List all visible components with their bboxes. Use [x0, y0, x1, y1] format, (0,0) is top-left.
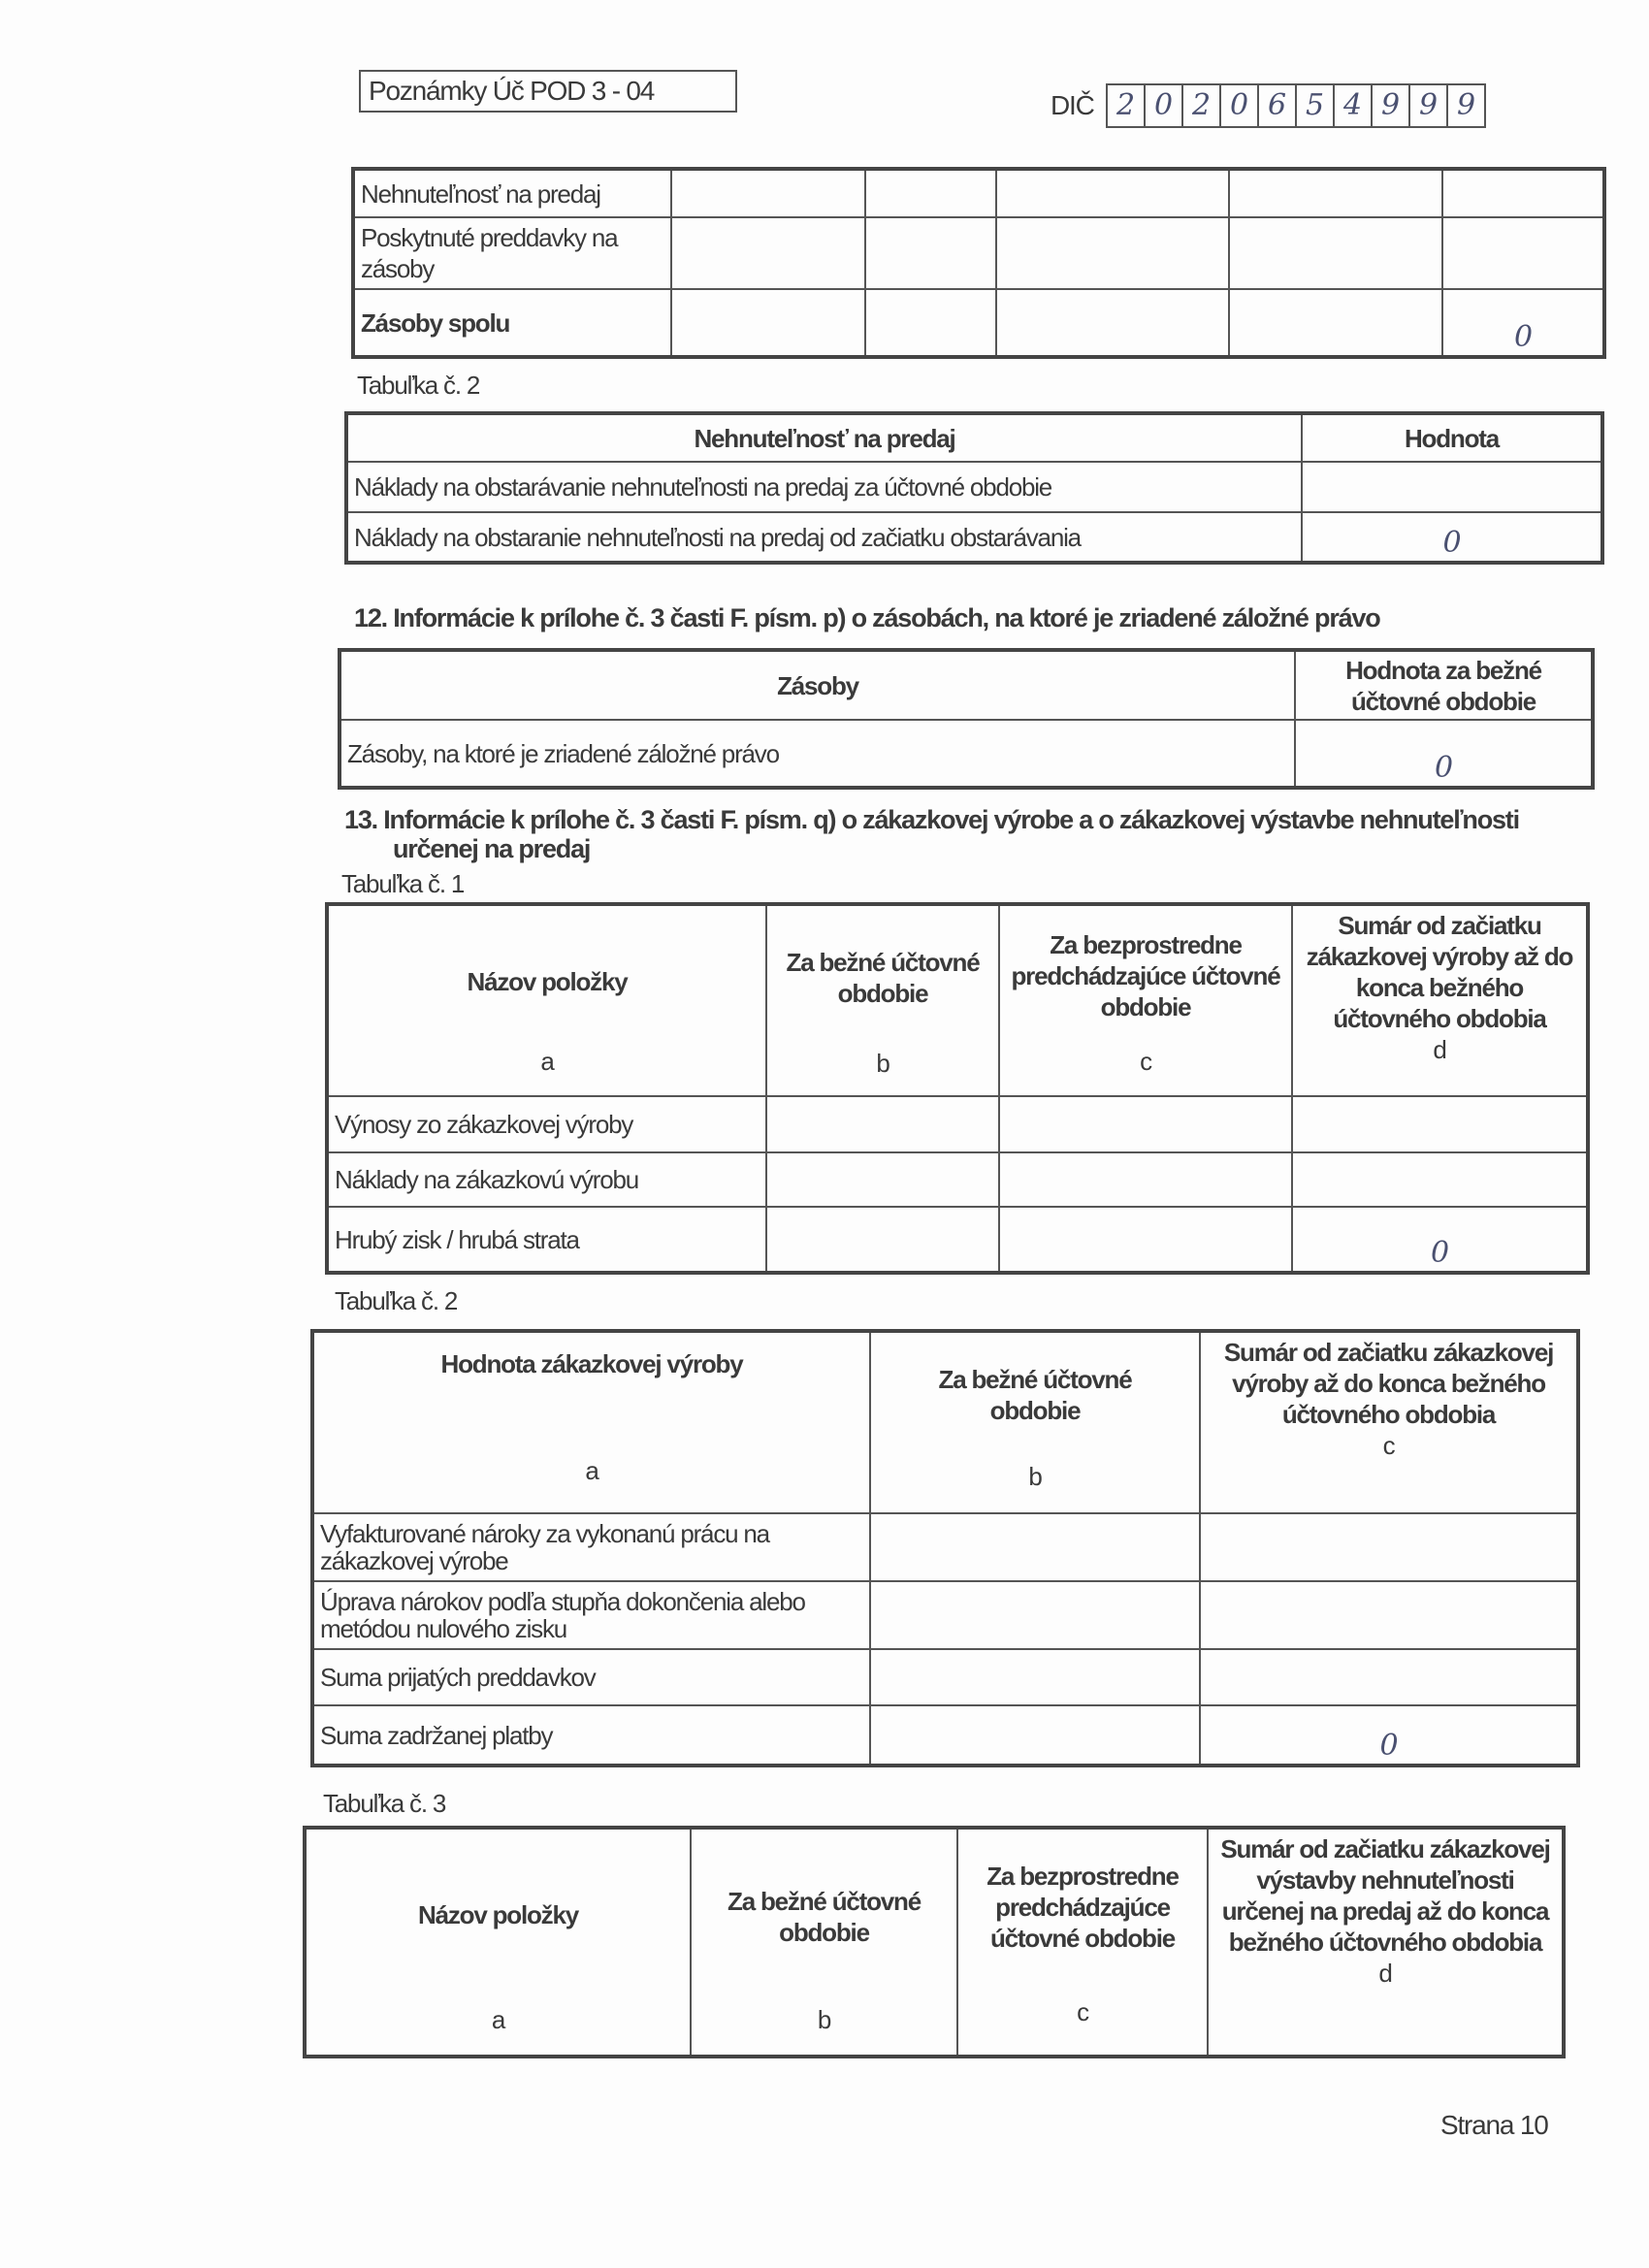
pledged-inventory-table [338, 648, 1595, 790]
table-caption: Tabuľka č. 1 [341, 869, 465, 898]
cell[interactable] [671, 217, 865, 289]
cell[interactable] [766, 1207, 999, 1273]
cell[interactable] [1442, 169, 1604, 217]
value[interactable]: 0 [1302, 512, 1602, 563]
cell[interactable] [1200, 1513, 1578, 1581]
form-title: Poznámky Úč POD 3 - 04 [369, 76, 655, 106]
table-caption: Tabuľka č. 2 [335, 1286, 458, 1315]
row-label: Úprava nárokov podľa stupňa dokončenia alebo metódou nulového zisku [312, 1581, 870, 1649]
cell[interactable] [1229, 169, 1442, 217]
cell[interactable] [1292, 1096, 1588, 1152]
dic-digit: 0 [1221, 85, 1259, 126]
value[interactable]: 0 [1200, 1705, 1578, 1766]
value[interactable]: 0 [1292, 1207, 1588, 1273]
cell[interactable] [996, 289, 1229, 357]
col-header: Za bežné účtovné obdobie b [870, 1331, 1200, 1513]
row-label: Náklady na obstaranie nehnuteľnosti na predaj od začiatku obstarávania [346, 512, 1302, 563]
cell[interactable] [766, 1152, 999, 1207]
row-label: Náklady na obstarávanie nehnuteľnosti na predaj za účtovné obdobie [346, 462, 1302, 512]
heading-line: 13. Informácie k prílohe č. 3 časti F. písm. q) o zákazkovej výrobe a o zákazkovej výstavbe nehnuteľnosti [344, 805, 1519, 834]
col-header: Zásoby [340, 650, 1295, 720]
col-header: Názov položky a [305, 1828, 691, 2057]
col-header: Za bezprostredne predchádzajúce účtovné obdobie c [957, 1828, 1208, 2057]
dic-digit: 9 [1373, 85, 1410, 126]
inventory-table [351, 167, 1606, 359]
dic-digit: 4 [1335, 85, 1373, 126]
value[interactable]: 0 [1295, 720, 1593, 788]
heading-line: určenej na predaj [393, 834, 591, 863]
cell[interactable] [999, 1096, 1292, 1152]
row-label: Hrubý zisk / hrubá strata [327, 1207, 766, 1273]
total-value[interactable]: 0 [1442, 289, 1604, 357]
cell[interactable] [999, 1152, 1292, 1207]
form-title-box [359, 70, 737, 113]
contract-production-table-1 [325, 902, 1590, 1275]
table-caption: Tabuľka č. 3 [323, 1789, 446, 1818]
cell[interactable] [865, 169, 996, 217]
dic-digit: 9 [1456, 88, 1476, 122]
row-label: Suma zadržanej platby [312, 1705, 870, 1766]
cell[interactable] [865, 217, 996, 289]
section-12-heading: 12. Informácie k prílohe č. 3 časti F. písm. p) o zásobách, na ktoré je zriadené záložné právo [354, 603, 1380, 632]
col-header: Sumár od začiatku zákazkovej výstavby nehnuteľnosti určenej na predaj až do konca bežného účtovného obdobia d [1208, 1828, 1564, 2057]
col-header: Hodnota zákazkovej výroby a [312, 1331, 870, 1513]
row-label: Výnosy zo zákazkovej výroby [327, 1096, 766, 1152]
row-label: Poskytnuté preddavky na zásoby [353, 217, 671, 289]
col-header: Sumár od začiatku zákazkovej výroby až do konca bežného účtovného obdobia c [1200, 1331, 1578, 1513]
col-header: Za bezprostredne predchádzajúce účtovné obdobie c [999, 904, 1292, 1096]
real-estate-construction-table-3 [303, 1826, 1566, 2058]
dic-digit: 0 [1146, 85, 1183, 126]
cell[interactable] [766, 1096, 999, 1152]
row-label: Vyfakturované nároky za vykonanú prácu na zákazkovej výrobe [312, 1513, 870, 1581]
dic-digit: 5 [1297, 85, 1335, 126]
col-header: Sumár od začiatku zákazkovej výroby až do konca bežného účtovného obdobia d [1292, 904, 1588, 1096]
cell[interactable] [1200, 1581, 1578, 1649]
cell[interactable] [1229, 289, 1442, 357]
row-label: Suma prijatých preddavkov [312, 1649, 870, 1705]
cell[interactable] [865, 289, 996, 357]
col-header: Nehnuteľnosť na predaj [346, 413, 1302, 462]
cell[interactable] [870, 1581, 1200, 1649]
row-label: Zásoby spolu [353, 289, 671, 357]
dic-digit: 6 [1259, 85, 1297, 126]
cell[interactable] [870, 1513, 1200, 1581]
dic-digit: 2 [1183, 85, 1221, 126]
cell[interactable] [671, 169, 865, 217]
table-caption: Tabuľka č. 2 [357, 371, 480, 400]
cell[interactable] [996, 169, 1229, 217]
row-label: Nehnuteľnosť na predaj [353, 169, 671, 217]
cell[interactable] [996, 217, 1229, 289]
cell[interactable] [1302, 462, 1602, 512]
cell[interactable] [999, 1207, 1292, 1273]
row-label: Náklady na zákazkovú výrobu [327, 1152, 766, 1207]
page-number: Strana 10 [1440, 2110, 1548, 2140]
dic-label: DIČ [1051, 90, 1094, 120]
contract-production-table-2 [310, 1329, 1580, 1767]
cell[interactable] [870, 1705, 1200, 1766]
dic-field[interactable] [1106, 83, 1486, 128]
dic-digit: 9 [1410, 85, 1448, 126]
cell[interactable] [1229, 217, 1442, 289]
cell[interactable] [870, 1649, 1200, 1705]
dic-digit: 2 [1108, 85, 1146, 126]
col-header: Hodnota za bežné účtovné obdobie [1295, 650, 1593, 720]
cell[interactable] [671, 289, 865, 357]
section-13-heading [344, 805, 1519, 863]
cell[interactable] [1292, 1152, 1588, 1207]
row-label: Zásoby, na ktoré je zriadené záložné právo [340, 720, 1295, 788]
cell[interactable] [1200, 1649, 1578, 1705]
cell[interactable] [1442, 217, 1604, 289]
col-header: Za bežné účtovné obdobie b [766, 904, 999, 1096]
realestate-table [344, 411, 1604, 565]
col-header: Za bežné účtovné obdobie b [691, 1828, 957, 2057]
col-header: Hodnota [1302, 413, 1602, 462]
col-header: Názov položky a [327, 904, 766, 1096]
